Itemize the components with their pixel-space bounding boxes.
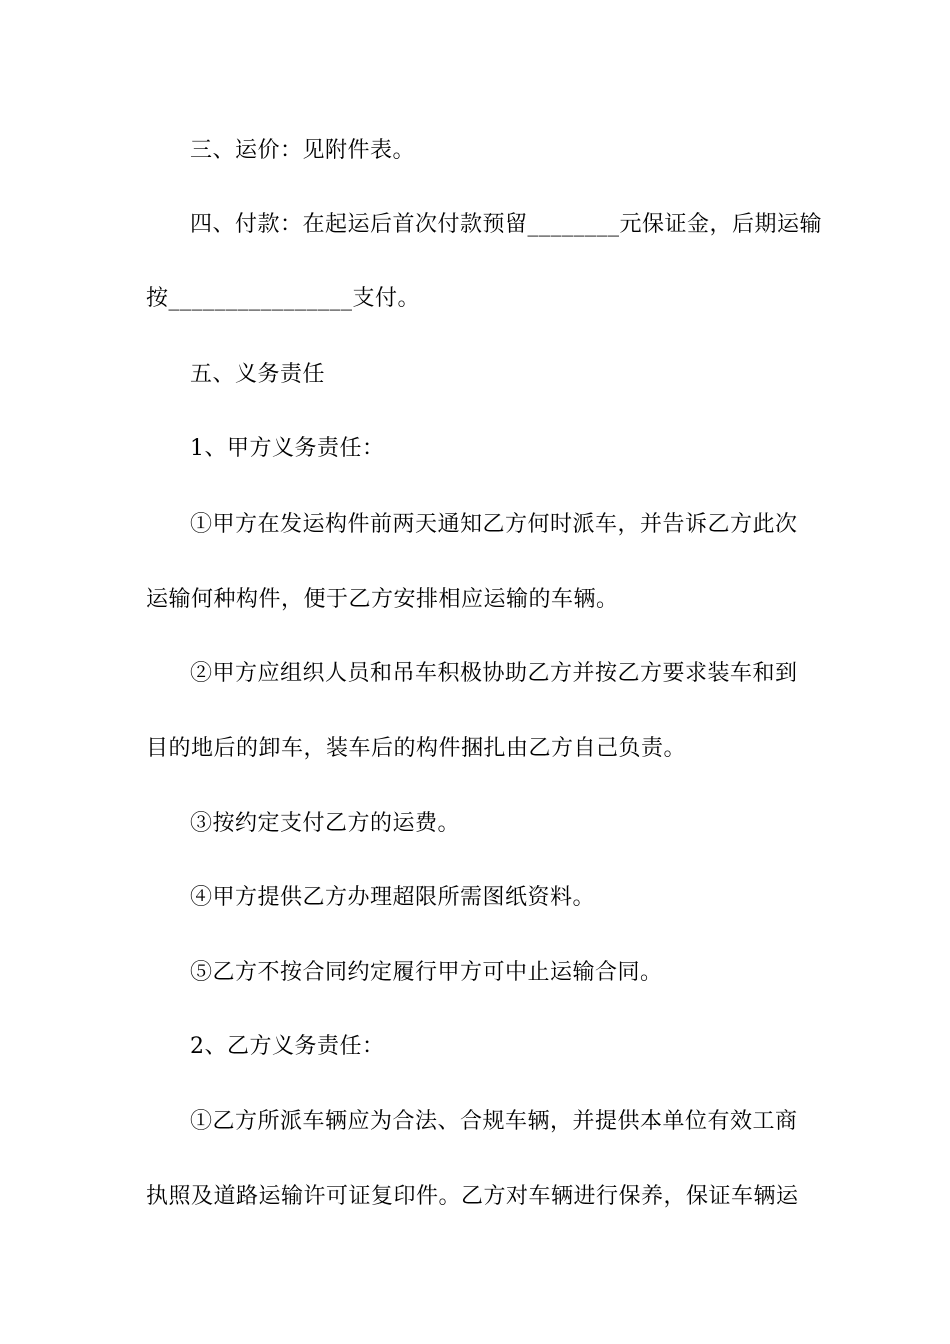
party-b-item-1: ①乙方所派车辆应为合法、合规车辆，并提供本单位有效工商: [190, 1109, 798, 1134]
section-5-heading: 五、义务责任: [190, 362, 326, 387]
party-a-item-2: ②甲方应组织人员和吊车积极协助乙方并按乙方要求装车和到: [190, 661, 798, 686]
party-a-item-1: ①甲方在发运构件前两天通知乙方何时派车，并告诉乙方此次: [190, 512, 798, 537]
party-b-heading: 2、乙方义务责任：: [190, 1034, 385, 1059]
party-a-heading: 1、甲方义务责任：: [190, 436, 385, 461]
party-a-item-3: ③按约定支付乙方的运费。: [190, 811, 461, 836]
party-a-item-1-continued: 运输何种构件，便于乙方安排相应运输的车辆。: [146, 587, 619, 612]
section-3-price: 三、运价：见附件表。: [190, 138, 416, 163]
party-a-item-2-continued: 目的地后的卸车，装车后的构件捆扎由乙方自己负责。: [146, 736, 687, 761]
section-4-payment-continued: 按________________支付。: [146, 286, 421, 311]
section-4-payment: 四、付款：在起运后首次付款预留________元保证金，后期运输: [190, 212, 823, 237]
party-b-item-1-continued: 执照及道路运输许可证复印件。乙方对车辆进行保养，保证车辆运: [146, 1184, 799, 1209]
party-a-item-4: ④甲方提供乙方办理超限所需图纸资料。: [190, 885, 596, 910]
party-a-item-5: ⑤乙方不按合同约定履行甲方可中止运输合同。: [190, 960, 663, 985]
